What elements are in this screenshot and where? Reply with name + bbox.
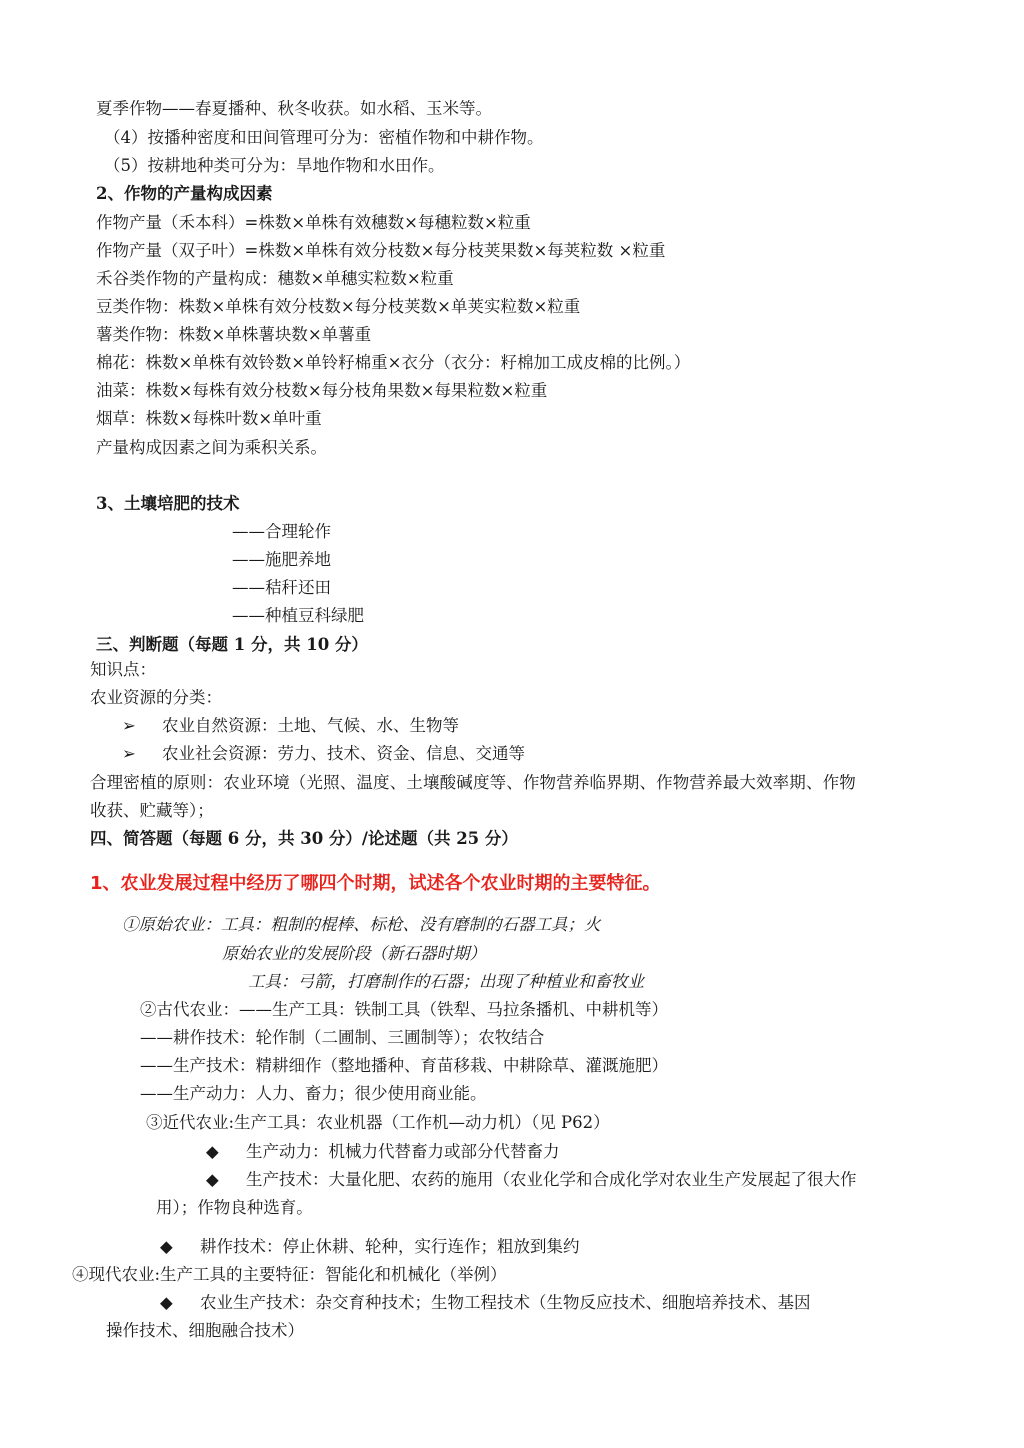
text-line: ——生产技术：精耕细作（整地播种、育苗移栽、中耕除草、灌溉施肥） xyxy=(140,1056,668,1075)
text-line: 农业资源的分类： xyxy=(90,688,222,707)
text-line: 作物产量（双子叶）=株数×单株有效分枝数×每分枝荚果数×每荚粒数 ×粒重 xyxy=(96,241,666,260)
list-item: ——种植豆科绿肥 xyxy=(232,606,364,625)
text-line: 油菜：株数×每株有效分枝数×每分枝角果数×每果粒数×粒重 xyxy=(96,381,548,400)
list-item xyxy=(122,715,459,737)
text-line: （5）按耕地种类可分为：旱地作物和水田作。 xyxy=(104,156,445,175)
diamond-bullet-icon: ◆ xyxy=(206,1170,219,1189)
list-item: ——合理轮作 xyxy=(232,522,331,541)
text-line: 夏季作物——春夏播种、秋冬收获。如水稻、玉米等。 xyxy=(96,99,492,118)
text-line: ②古代农业：——生产工具：铁制工具（铁犁、马拉条播机、中耕机等） xyxy=(140,1000,668,1019)
list-item xyxy=(160,1236,580,1258)
diamond-bullet-icon: ◆ xyxy=(206,1142,219,1161)
section-heading: 三、判断题（每题 1 分，共 10 分） xyxy=(96,635,368,654)
text-line: 工具：弓箭，打磨制作的石器；出现了种植业和畜牧业 xyxy=(248,972,644,991)
list-item xyxy=(206,1169,857,1191)
section-heading: 3、土壤培肥的技术 xyxy=(96,494,240,513)
list-item-text: 农业自然资源：土地、气候、水、生物等 xyxy=(162,716,459,735)
text-line: 产量构成因素之间为乘积关系。 xyxy=(96,438,327,457)
text-line: ——耕作技术：轮作制（二圃制、三圃制等）；农牧结合 xyxy=(140,1028,545,1047)
text-line: 作物产量（禾本科）=株数×单株有效穗数×每穗粒数×粒重 xyxy=(96,213,531,232)
text-line: ③近代农业:生产工具：农业机器（工作机—动力机）（见 P62） xyxy=(146,1113,610,1132)
section-heading: 四、简答题（每题 6 分，共 30 分）/论述题（共 25 分） xyxy=(90,829,518,848)
section-heading: 2、作物的产量构成因素 xyxy=(96,184,273,203)
text-line: 豆类作物：株数×单株有效分枝数×每分枝荚数×单荚实粒数×粒重 xyxy=(96,297,581,316)
text-line: （4）按播种密度和田间管理可分为：密植作物和中耕作物。 xyxy=(104,128,544,147)
list-item: ——施肥养地 xyxy=(232,550,331,569)
list-item-text: 农业生产技术：杂交育种技术；生物工程技术（生物反应技术、细胞培养技术、基因 xyxy=(200,1293,811,1312)
question-heading: 1、农业发展过程中经历了哪四个时期，试述各个农业时期的主要特征。 xyxy=(90,873,661,894)
text-line: 收获、贮藏等）； xyxy=(90,801,214,820)
text-line: ④现代农业:生产工具的主要特征：智能化和机械化（举例） xyxy=(72,1265,507,1284)
text-line: ——生产动力：人力、畜力；很少使用商业能。 xyxy=(140,1084,487,1103)
text-line: 知识点： xyxy=(90,660,156,679)
arrow-bullet-icon: ➢ xyxy=(122,744,136,763)
text-span: ①原始农业：工具：粗制的棍棒、标枪、没有磨制的石器工具；火 xyxy=(122,915,601,934)
diamond-bullet-icon: ◆ xyxy=(160,1237,173,1256)
text-line: 原始农业的发展阶段（新石器时期） xyxy=(222,944,486,963)
text-line: 操作技术、细胞融合技术） xyxy=(106,1321,304,1340)
list-item-text: 耕作技术：停止休耕、轮种，实行连作；粗放到集约 xyxy=(200,1237,580,1256)
text-line xyxy=(122,914,601,936)
text-line: 合理密植的原则：农业环境（光照、温度、土壤酸碱度等、作物营养临界期、作物营养最大效率期、作物 xyxy=(90,773,856,792)
list-item xyxy=(160,1292,811,1314)
list-item-text: 农业社会资源：劳力、技术、资金、信息、交通等 xyxy=(162,744,525,763)
arrow-bullet-icon: ➢ xyxy=(122,716,136,735)
list-item-text: 生产技术：大量化肥、农药的施用（农业化学和合成化学对农业生产发展起了很大作 xyxy=(246,1170,857,1189)
list-item: ——秸秆还田 xyxy=(232,578,331,597)
text-line: 用）；作物良种选育。 xyxy=(156,1198,313,1217)
list-item-text: 生产动力：机械力代替畜力或部分代替畜力 xyxy=(246,1142,560,1161)
text-line: 烟草：株数×每株叶数×单叶重 xyxy=(96,409,322,428)
list-item xyxy=(122,743,525,765)
text-line: 薯类作物：株数×单株薯块数×单薯重 xyxy=(96,325,372,344)
text-line: 禾谷类作物的产量构成：穗数×单穗实粒数×粒重 xyxy=(96,269,454,288)
text-line: 棉花：株数×单株有效铃数×单铃籽棉重×衣分（衣分：籽棉加工成皮棉的比例。） xyxy=(96,353,691,372)
list-item xyxy=(206,1141,560,1163)
diamond-bullet-icon: ◆ xyxy=(160,1293,173,1312)
